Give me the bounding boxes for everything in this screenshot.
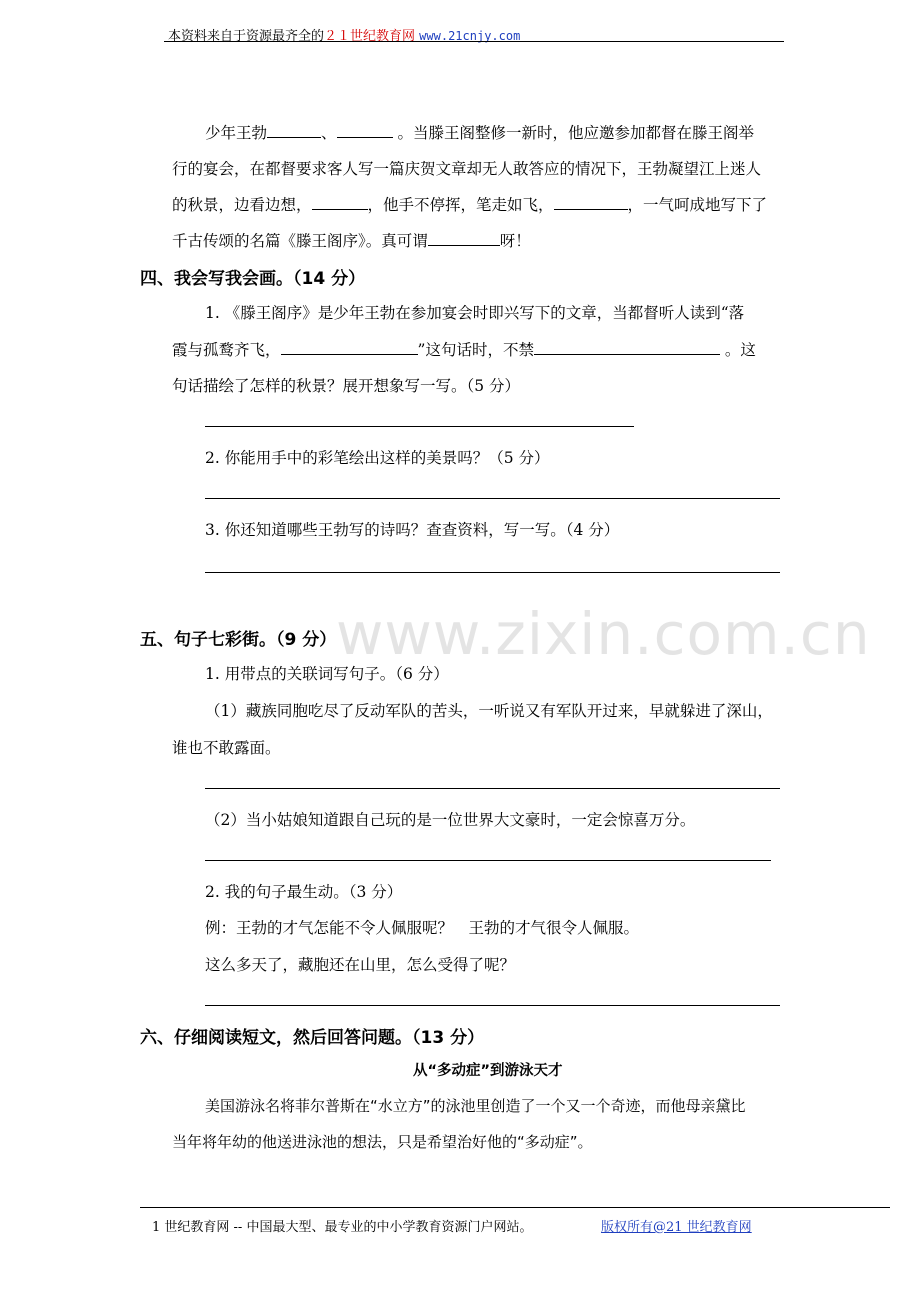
- s4-q1-line-1: 1. 《滕王阁序》是少年王勃在参加宴会时即兴写下的文章，当都督听人读到“落: [205, 304, 745, 322]
- answer-blank[interactable]: [554, 195, 628, 210]
- intro-line-4: [172, 229, 531, 251]
- footer-left: 1 世纪教育网 -- 中国最大型、最专业的中小学教育资源门户网站。: [152, 1220, 533, 1235]
- intro-line-2: 行的宴会，在都督要求客人写一篇庆贺文章却无人敢答应的情况下，王勃凝望江上迷人: [172, 160, 762, 178]
- header-brand: ２１世纪教育网: [324, 29, 416, 44]
- s5-example: 例：王勃的才气怎能不令人佩服呢？ 王勃的才气很令人佩服。: [205, 919, 640, 937]
- answer-line[interactable]: [205, 572, 780, 573]
- header-divider: [164, 41, 784, 42]
- s5-sentence-1-line-2: 谁也不敢露面。: [172, 739, 281, 757]
- answer-line[interactable]: [205, 498, 780, 499]
- section-4-title: 四、我会写我会画。（14 分）: [140, 269, 366, 289]
- question-text: 。这: [724, 341, 756, 359]
- intro-text: 。当滕王阁整修一新时，他应邀参加都督在滕王阁举: [397, 124, 754, 142]
- answer-blank[interactable]: [428, 231, 500, 246]
- answer-blank[interactable]: [281, 340, 418, 355]
- intro-text: ，一气呵成地写下了: [627, 196, 768, 214]
- s5-q2: 2. 我的句子最生动。（3 分）: [205, 883, 403, 901]
- answer-blank[interactable]: [312, 195, 368, 210]
- answer-line[interactable]: [205, 860, 771, 861]
- section-6-title: 六、仔细阅读短文，然后回答问题。（13 分）: [140, 1028, 485, 1048]
- s4-q3: 3. 你还知道哪些王勃写的诗吗？查查资料，写一写。（4 分）: [205, 521, 620, 539]
- answer-line[interactable]: [205, 426, 634, 427]
- answer-line[interactable]: [205, 788, 780, 789]
- intro-text: 少年王勃: [205, 124, 268, 142]
- question-text: 霞与孤鹜齐飞，: [172, 341, 281, 359]
- s5-sentence-2: （2）当小姑娘知道跟自己玩的是一位世界大文豪时，一定会惊喜万分。: [205, 811, 696, 829]
- intro-text: 千古传颂的名篇《滕王阁序》。真可谓: [172, 232, 428, 250]
- answer-line[interactable]: [205, 1005, 780, 1006]
- section-5-title: 五、句子七彩街。（9 分）: [140, 630, 337, 650]
- article-line-2: 当年将年幼的他送进泳池的想法，只是希望治好他的“多动症”。: [172, 1133, 593, 1151]
- article-title: 从“多动症”到游泳天才: [413, 1063, 563, 1079]
- intro-text: 的秋景，边看边想，: [172, 196, 312, 214]
- intro-line-3: [172, 193, 767, 215]
- intro-line-1: [205, 121, 754, 143]
- footer-copyright-link[interactable]: 版权所有@21 世纪教育网: [601, 1220, 752, 1235]
- intro-text: 、: [321, 124, 337, 142]
- s4-q1-line-2: [172, 338, 756, 360]
- intro-text: ，他手不停挥，笔走如飞，: [367, 196, 554, 214]
- header-url-link[interactable]: www.21cnjy.com: [419, 29, 521, 43]
- header-prefix: 本资料来自于资源最齐全的: [168, 29, 325, 44]
- answer-blank[interactable]: [534, 340, 720, 355]
- answer-blank[interactable]: [267, 123, 321, 138]
- s4-q2: 2. 你能用手中的彩笔绘出这样的美景吗？（5 分）: [205, 449, 550, 467]
- intro-text: 呀！: [499, 232, 531, 250]
- s5-q1: 1. 用带点的关联词写句子。（6 分）: [205, 665, 449, 683]
- s5-sentence-1-line-1: （1）藏族同胞吃尽了反动军队的苦头，一听说又有军队开过来，早就躲进了深山，: [205, 702, 773, 720]
- article-line-1: 美国游泳名将菲尔普斯在“水立方”的泳池里创造了一个又一个奇迹，而他母亲黛比: [205, 1097, 746, 1115]
- answer-blank[interactable]: [337, 123, 393, 138]
- footer-divider: [140, 1207, 890, 1208]
- s4-q1-line-3: 句话描绘了怎样的秋景？展开想象写一写。（5 分）: [172, 377, 521, 395]
- question-text: ”这句话时，不禁: [417, 341, 534, 359]
- watermark: www.zixin.com.cn: [336, 600, 871, 668]
- s5-task: 这么多天了，藏胞还在山里，怎么受得了呢？: [205, 956, 516, 974]
